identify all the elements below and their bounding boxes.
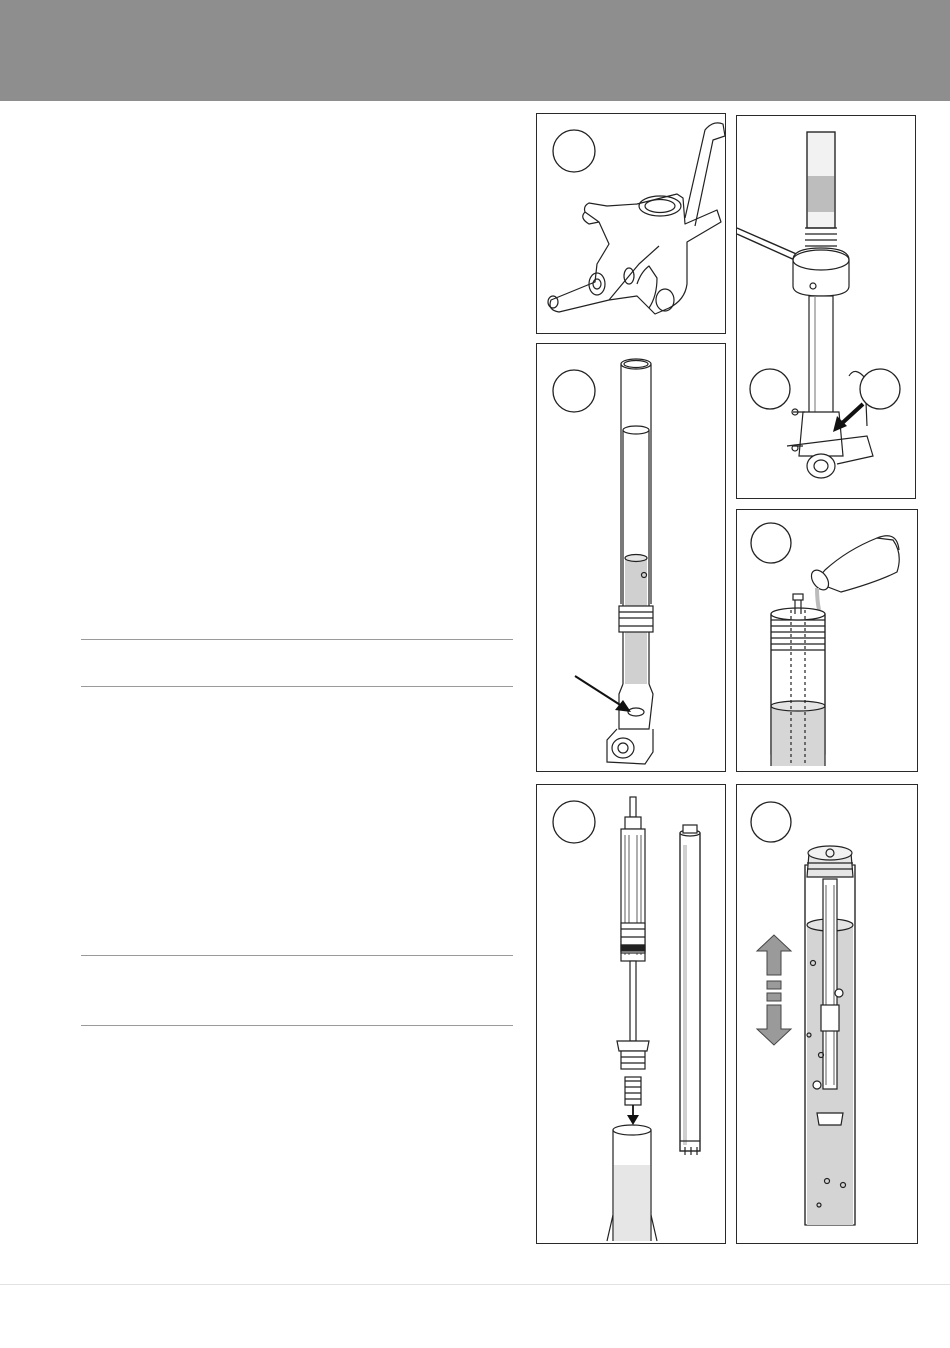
oil-bottle-icon <box>737 510 918 772</box>
damper-cartridge-icon <box>537 785 726 1244</box>
fork-tube-clamp-icon <box>737 116 916 499</box>
figure-tube-clamp <box>736 115 916 499</box>
step-number-circle <box>750 369 790 409</box>
figure-steering-knuckle <box>536 113 726 334</box>
step-number-circle <box>751 802 791 842</box>
steering-knuckle-icon <box>537 114 726 334</box>
section-divider-3 <box>81 955 513 956</box>
section-divider-1 <box>81 639 513 640</box>
figure-damper-pumping <box>736 784 918 1244</box>
figure-oil-pouring <box>736 509 918 772</box>
step-number-circle <box>860 369 900 409</box>
figure-fork-leg <box>536 343 726 772</box>
page-footer-line <box>0 1284 950 1285</box>
fork-leg-icon <box>537 344 726 772</box>
page-header-band <box>0 0 950 101</box>
section-divider-4 <box>81 1025 513 1026</box>
section-divider-2 <box>81 686 513 687</box>
figure-damper-removal <box>536 784 726 1244</box>
up-down-arrow-icon <box>737 785 918 1244</box>
step-number-circle <box>751 523 791 563</box>
step-number-circle <box>553 370 595 412</box>
step-number-circle <box>553 801 595 843</box>
step-number-circle <box>553 130 595 172</box>
